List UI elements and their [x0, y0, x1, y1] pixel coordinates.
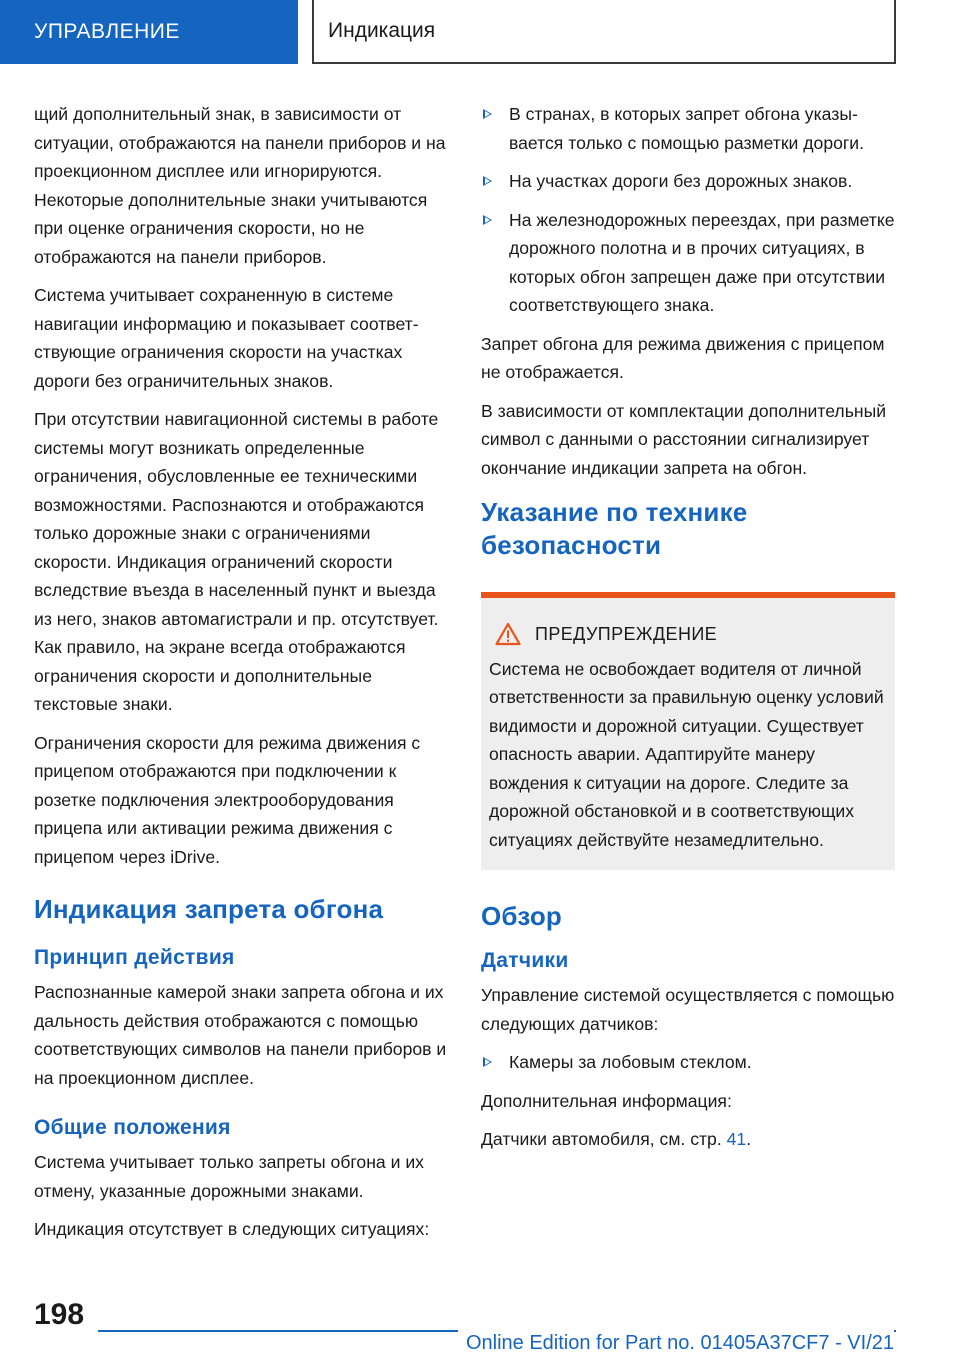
paragraph: Система учитывает только запреты обгона и их отмену, указанные дорожными знаками.	[34, 1152, 424, 1201]
triangle-bullet-icon	[483, 109, 492, 119]
heading-overtaking-display: Индикация запрета обгона	[34, 894, 384, 924]
triangle-bullet-icon	[483, 1057, 492, 1067]
paragraph: При отсутствии навигационной системы в работе системы могут возникать определенные ограничения, обусловленные ее техническими возможностями. Распознаются и отображаются только дорожные знаки с ограничениями скорости. Индикация ограничений скорости вследствие въезда в населенный пункт и выезда из него, знаков автомагистрали и пр. отсутствует. Как правило, на экране всегда отображаются ограничения скорости и дополнительные текстовые знаки.	[34, 409, 439, 714]
heading-overview: Обзор	[481, 901, 562, 931]
list-item-text: На участках дороги без дорожных знаков.	[509, 171, 853, 191]
list-item-text: На железнодорожных переездах, при разметке дорожного полотна и в прочих ситуациях, в которых обгон запрещен даже при отсутствии соответствующего знака.	[509, 209, 895, 315]
link-suffix: .	[746, 1129, 752, 1149]
heading-safety: Указание по технике безопасности	[481, 497, 748, 560]
paragraph: Распознанные камерой знаки запрета обгона и их дальность действия отображаются с помощью соответствующих символов на панели приборов и на проекционном дисплее.	[34, 982, 447, 1088]
paragraph: Ограничения скорости для режима движения с прицепом отображаются при подключении к розетке подключения электрооборудования прицепа или активации режима движения с прицепом через iDrive.	[34, 732, 421, 867]
list-item	[481, 1048, 895, 1077]
paragraph: Индикация отсутствует в следующих ситуациях:	[34, 1219, 430, 1239]
paragraph: Управление системой осуществляется с помощью следующих датчиков:	[481, 985, 895, 1034]
left-column	[34, 100, 452, 1254]
page-number: 198	[34, 1298, 85, 1331]
warning-triangle-icon	[495, 622, 521, 646]
list-item	[481, 167, 895, 196]
heading-general: Общие положения	[34, 1116, 231, 1139]
paragraph-with-link	[481, 1125, 895, 1154]
triangle-bullet-icon	[483, 176, 492, 186]
situation-list	[481, 100, 895, 320]
right-column	[481, 100, 895, 1164]
chapter-title-text: Индикация	[328, 19, 436, 42]
triangle-bullet-icon	[483, 215, 492, 225]
edition-note: Online Edition for Part no. 01405A37CF7 - VI/21	[458, 1330, 894, 1356]
warning-box	[481, 592, 895, 870]
warning-header	[489, 620, 885, 649]
sensor-list	[481, 1048, 895, 1077]
section-tab: УПРАВЛЕНИЕ	[0, 0, 298, 64]
chapter-title	[312, 0, 896, 64]
list-item-text: В странах, в которых запрет обгона указывается только с помощью разметки дороги.	[509, 104, 865, 153]
link-prefix: Датчики автомобиля, см. стр.	[481, 1129, 727, 1149]
heading-principle: Принцип действия	[34, 946, 235, 969]
paragraph: Дополнительная информация:	[481, 1090, 732, 1111]
paragraph: Система учитывает сохраненную в системе навигации информацию и показывает соответствующие ограничения скорости на участках дороги без ограничительных знаков.	[34, 285, 419, 391]
warning-text: Система не освобождает водителя от личной ответственности за правильную оценку условий видимости и дорожной ситуации. Существует опасность аварии. Адаптируйте манеру вождения к ситуации на дороге. Следите за дорожной обстановкой и в соответствующих ситуациях действуйте незамедлительно.	[489, 658, 884, 850]
page-link[interactable]: 41	[726, 1129, 747, 1149]
list-item	[481, 206, 895, 320]
heading-sensors: Датчики	[481, 949, 569, 972]
list-item	[481, 100, 895, 157]
warning-title: ПРЕДУПРЕЖДЕНИЕ	[535, 624, 718, 644]
paragraph: Запрет обгона для режима движения с прицепом не отображается.	[481, 333, 885, 382]
list-item-text: Камеры за лобовым стеклом.	[509, 1052, 752, 1072]
paragraph: В зависимости от комплектации дополнительный символ с данными о расстоянии сигнализирует окончание индикации запрета на обгон.	[481, 400, 887, 478]
paragraph: щий дополнительный знак, в зависимости от ситуации, отображаются на панели приборов и на проекционном дисплее или игнорируются. Некоторые дополнительные знаки учитываются при оценке ограничения скорости, но не отображаются на панели приборов.	[34, 104, 446, 267]
